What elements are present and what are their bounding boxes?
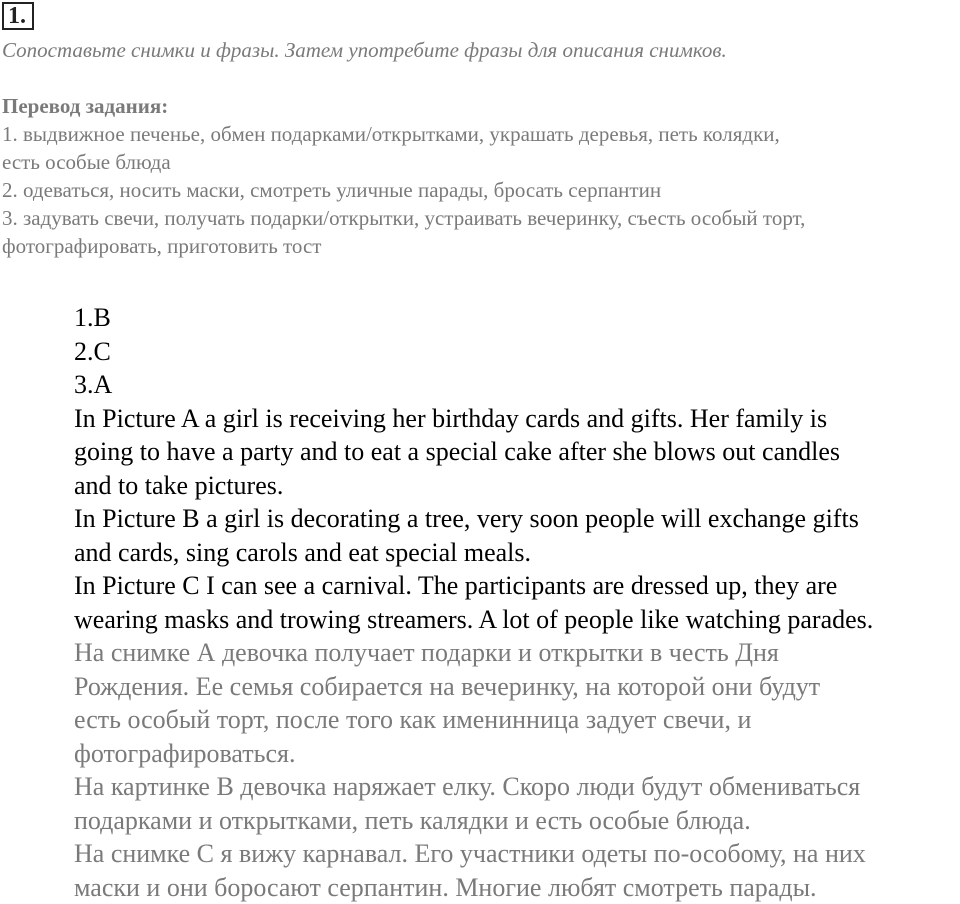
translation-line: 1. выдвижное печенье, обмен подарками/открытками, украшать деревья, петь колядки, [2, 120, 780, 148]
russian-translation-line: На снимке С я вижу карнавал. Его участники одеты по-особому, на них [74, 837, 960, 871]
english-answer-line: and cards, sing carols and eat special meals. [74, 536, 960, 570]
english-answer-line: In Picture C I can see a carnival. The participants are dressed up, they are [74, 569, 960, 603]
answer-section [74, 301, 960, 904]
russian-translation-line: Рождения. Ее семья собирается на вечеринку, на которой они будут [74, 670, 960, 704]
english-answer-line: going to have a party and to eat a special cake after she blows out candles [74, 435, 960, 469]
match-answer: 1.B [74, 301, 960, 335]
match-answer: 3.A [74, 368, 960, 402]
russian-translation-line: фотографироваться. [74, 737, 960, 771]
english-answer-line: In Picture B a girl is decorating a tree, very soon people will exchange gifts [74, 502, 960, 536]
match-answer: 2.C [74, 335, 960, 369]
russian-translation-line: маски и они боросают серпантин. Многие любят смотреть парады. [74, 871, 960, 904]
english-answer-line: and to take pictures. [74, 469, 960, 503]
russian-translation-line: есть особый торт, после того как именинница задует свечи, и [74, 703, 960, 737]
translation-line: фотографировать, приготовить тост [2, 232, 321, 260]
russian-translation-line: На снимке А девочка получает подарки и открытки в честь Дня [74, 636, 960, 670]
task-instruction: Сопоставьте снимки и фразы. Затем употребите фразы для описания снимков. [2, 36, 727, 64]
task-number-box: 1. [2, 2, 34, 30]
russian-translation-line: На картинке В девочка наряжает елку. Скоро люди будут обмениваться [74, 770, 960, 804]
translation-line: 2. одеваться, носить маски, смотреть уличные парады, бросать серпантин [2, 176, 661, 204]
translation-line: 3. задувать свечи, получать подарки/открытки, устраивать вечеринку, съесть особый торт, [2, 204, 805, 232]
translation-line: есть особые блюда [2, 148, 171, 176]
english-answer-line: wearing masks and trowing streamers. A lot of people like watching parades. [74, 603, 960, 637]
english-answer-line: In Picture A a girl is receiving her birthday cards and gifts. Her family is [74, 402, 960, 436]
russian-translation-line: подарками и открытками, петь калядки и есть особые блюда. [74, 804, 960, 838]
translation-heading: Перевод задания: [2, 92, 168, 120]
